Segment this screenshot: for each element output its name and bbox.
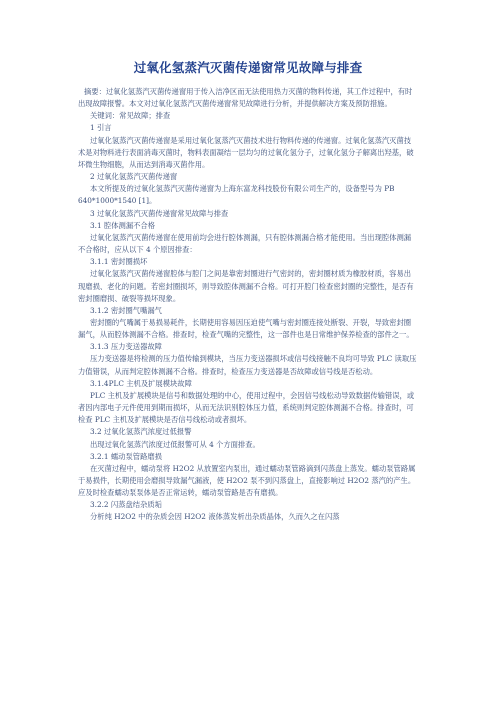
paragraph: 分析纯 H2O2 中的杂质会因 H2O2 液体蒸发析出杂质晶体，久而久之在闪蒸 (90, 512, 340, 522)
paragraph: 本文所提及的过氧化氢蒸汽灭菌传递窗为上海东富龙科技股份有限公司生产的，设备型号为 PB 640*1000*1540 [1]。 (78, 184, 395, 206)
paragraph: 3.1.4PLC 主机及扩展模块故障 (90, 378, 192, 388)
paragraph: 3.2.1 蠕动泵管路磨损 (90, 451, 162, 461)
paragraph: 3.1 腔体测漏不合格 (90, 220, 156, 230)
paragraph: 3.2.2 闪蒸盘结杂质垢 (90, 500, 162, 510)
paragraph: 压力变送器是将检测的压力值传输到模块，当压力变送器损坏或信号线接触不良均可导致 PLC 读取压力值错误，从而判定腔体测漏不合格。排查时，检查压力变送器是否故障或信号线是否松动。 (78, 354, 417, 376)
paragraph: PLC 主机及扩展模块是信号和数据处理的中心，使用过程中，会因信号线松动导致数据传输错误，或者因内部电子元件使用到期而损坏，从而无法识别腔体压力值，系统则判定腔体测漏不合格。排查时，可检查 PLC 主机及扩展模块是否信号线松动或者损坏。 (78, 390, 415, 425)
paragraph: 密封圈的气嘴属于易损易耗件，长期使用容易因压迫使气嘴与密封圈连接处断裂、开裂，导致密封圈漏气，从而腔体测漏不合格。排查时，检查气嘴的完整性，这一部件也是日常维护保养检查的部件之一。 (78, 317, 414, 340)
paragraph: 过氧化氢蒸汽灭菌传递窗是采用过氧化氢蒸汽灭菌技术进行物料传递的传递窗。过氧化氢蒸汽灭菌技术是对物料进行表面消毒灭菌时，物料表面凝结一层均匀的过氧化氢分子，过氧化氢分子解离出羟基，破坏微生物细胞，从而达到消毒灭菌作用。 (78, 135, 414, 169)
paragraph: 3.1.2 密封圈气嘴漏气 (90, 305, 162, 315)
paragraph: 3.1.1 密封圈损坏 (90, 257, 148, 267)
paragraph: 3.2 过氧化氢蒸汽浓度过低报警 (90, 427, 192, 437)
paragraph: 3 过氧化氢蒸汽灭菌传递窗常见故障与排查 (90, 208, 229, 218)
paragraph: 在灭菌过程中，蠕动泵将 H2O2 从放置室内泵出，通过蠕动泵管路滴到闪蒸盘上蒸发。蠕动泵管路属于易损件，长期使用会磨损导致漏气漏液，使 H2O2 泵不到闪蒸盘上，直接影响过 H2O2 蒸汽的产生。应及时检查蠕动泵泵体是否正常运转，蠕动泵管路是否有磨损。 (78, 463, 416, 498)
paragraph: 出现过氧化氢蒸汽浓度过低报警可从 4 个方面排查。 (90, 439, 260, 449)
document-body (78, 86, 418, 524)
paragraph: 2 过氧化氢蒸汽灭菌传递窗 (90, 172, 178, 182)
paragraph: 过氧化氢蒸汽灭菌传递窗在使用前均会进行腔体测漏，只有腔体测漏合格才能使用。当出现腔体测漏不合格时，应从以下 4 个原因排查： (78, 232, 412, 255)
document-title: 过氧化氢蒸汽灭菌传递窗常见故障与排查 (133, 60, 363, 75)
paragraph: 3.1.3 压力变送器故障 (90, 342, 162, 352)
paragraph: 关键词：常见故障；排查 (90, 111, 171, 121)
paragraph: 1 引言 (90, 123, 112, 133)
paragraph: 过氧化氢蒸汽灭菌传递窗腔体与腔门之间是靠密封圈进行气密封的，密封圈材质为橡胶材质，容易出现磨损、老化的问题。若密封圈损坏，则导致腔体测漏不合格。可打开腔门检查密封圈的完整性，是否有密封圈磨损、破裂等损坏现象。 (78, 269, 414, 303)
paragraph: 摘要：过氧化氢蒸汽灭菌传递窗用于传入洁净区而无法使用热力灭菌的物料传递，其工作过程中，有时出现故障报警。本文对过氧化氢蒸汽灭菌传递窗常见故障进行分析，并提供解决方案及预防措施。 (78, 87, 413, 109)
